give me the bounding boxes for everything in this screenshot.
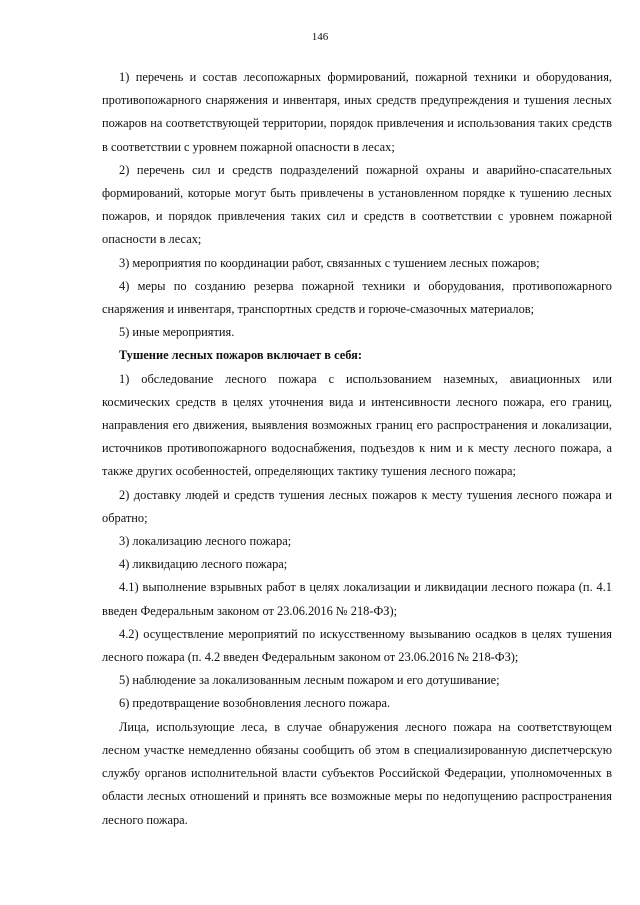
paragraph-blasting: 4.1) выполнение взрывных работ в целях локализации и ликвидации лесного пожара (п. 4.1 введен Федеральным законом от 23.06.2016 № 218-ФЗ); bbox=[102, 580, 612, 618]
paragraph-coordination-measures: 3) мероприятия по координации работ, связанных с тушением лесных пожаров; bbox=[119, 255, 540, 270]
paragraph-fire-formations-list: 1) перечень и состав лесопожарных формирований, пожарной техники и оборудования, противопожарного снаряжения и инвентаря, иных средств предупреждения и тушения лесных пожаров на соответствующей территории, порядок привлечения и использования таких средств в соответствии с уровнем пожарной опасности в лесах; bbox=[102, 70, 612, 154]
paragraph-prevention: 6) предотвращение возобновления лесного пожара. bbox=[119, 696, 391, 711]
paragraph-localization: 3) локализацию лесного пожара; bbox=[119, 534, 292, 549]
paragraph-fire-survey: 1) обследование лесного пожара с использованием наземных, авиационных или космических средств в целях уточнения вида и интенсивности лесного пожара, его границ, направления его движения, выявления возможных границ его распространения и локализации, источников противопожарного водоснабжения, подъездов к ним и к месту лесного пожара, а также других особенностей, определяющих тактику тушения лесного пожара; bbox=[102, 371, 612, 479]
paragraph-reserve-measures: 4) меры по созданию резерва пожарной техники и оборудования, противопожарного снаряжения и инвентаря, транспортных средств и горюче-смазочных материалов; bbox=[102, 278, 612, 317]
paragraph-artificial-precipitation: 4.2) осуществление мероприятий по искусственному вызыванию осадков в целях тушения лесного пожара (п. 4.2 введен Федеральным законом от 23.06.2016 № 218-ФЗ); bbox=[102, 626, 612, 665]
section-heading-firefighting: Тушение лесных пожаров включает в себя: bbox=[119, 348, 362, 363]
paragraph-other-measures: 5) иные мероприятия. bbox=[119, 325, 235, 340]
paragraph-fire-protection-forces: 2) перечень сил и средств подразделений пожарной охраны и аварийно-спасательных формирований, которые могут быть привлечены в установленном порядке к тушению лесных пожаров, и порядок привлечения таких сил и средств в соответствии с уровнем пожарной опасности в лесах; bbox=[102, 162, 612, 247]
document-body bbox=[102, 66, 612, 832]
page-number: 146 bbox=[311, 31, 329, 43]
paragraph-monitoring: 5) наблюдение за локализованным лесным пожаром и его дотушивание; bbox=[119, 673, 500, 688]
paragraph-delivery: 2) доставку людей и средств тушения лесных пожаров к месту тушения лесного пожара и обратно; bbox=[102, 487, 612, 525]
paragraph-liquidation: 4) ликвидацию лесного пожара; bbox=[119, 557, 288, 572]
paragraph-forest-users-obligation: Лица, использующие леса, в случае обнаружения лесного пожара на соответствующем лесном участке немедленно обязаны сообщить об этом в специализированную диспетчерскую службу органов исполнительной власти субъектов Российской Федерации, уполномоченных в области лесных отношений и принять все возможные меры по недопущению распространения лесного пожара. bbox=[102, 719, 612, 827]
